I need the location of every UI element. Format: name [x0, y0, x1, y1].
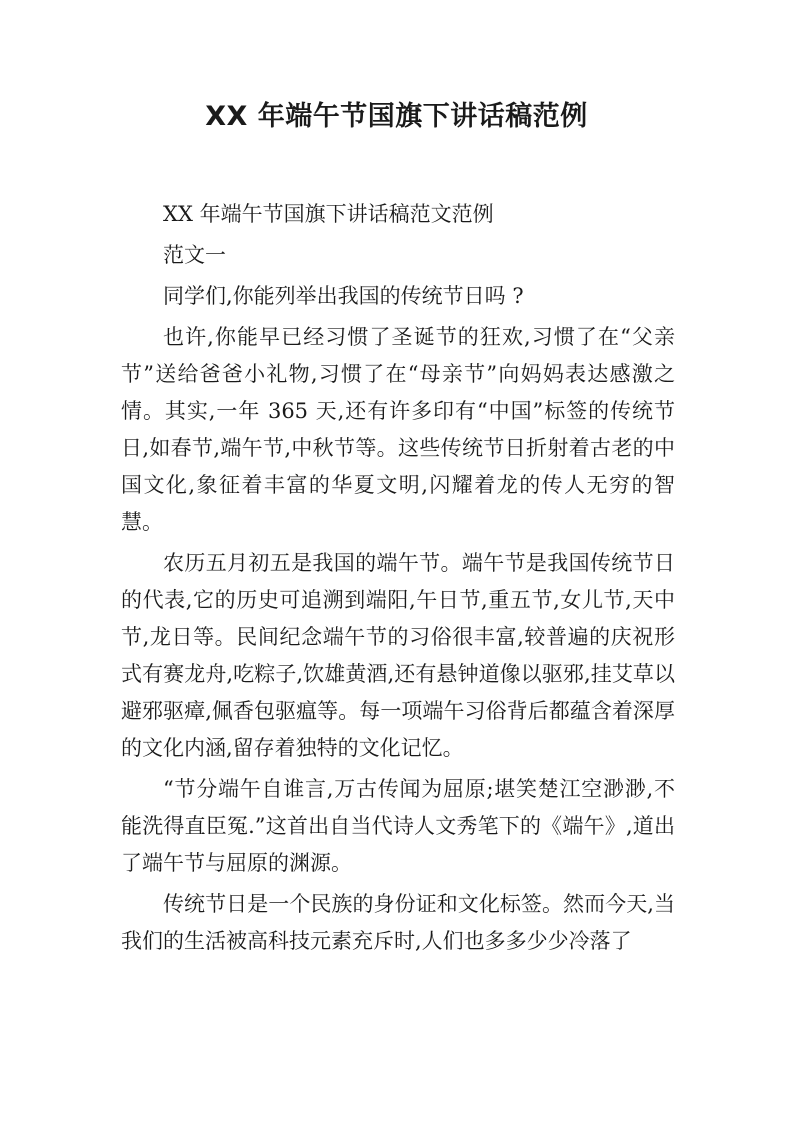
- paragraph-subtitle: XX 年端午节国旗下讲话稿范文范例: [163, 202, 494, 226]
- document-body: [121, 196, 675, 964]
- paragraph-identity: 传统节日是一个民族的身份证和文化标签。然而今天,当我们的生活被高科技元素充斥时,人们也多多少少冷落了: [121, 892, 675, 953]
- paragraph-sample-label: 范文一: [163, 243, 226, 267]
- paragraph-festivals: 也许,你能早已经习惯了圣诞节的狂欢,习惯了在“父亲节”送给爸爸小礼物,习惯了在“母亲节”向妈妈表达感激之情。其实,一年 365 天,还有许多印有“中国”标签的传统节日,如春节,端午节,中秋节等。这些传统节日折射着古老的中国文化,象征着丰富的华夏文明,闪耀着龙的传人无穷的智慧。: [121, 325, 675, 534]
- paragraph-dragon-boat: 农历五月初五是我国的端午节。端午节是我国传统节日的代表,它的历史可追溯到端阳,午日节,重五节,女儿节,天中节,龙日等。民间纪念端午节的习俗很丰富,较普遍的庆祝形式有赛龙舟,吃粽子,饮雄黄酒,还有悬钟道像以驱邪,挂艾草以避邪驱瘴,佩香包驱瘟等。每一项端午习俗背后都蕴含着深厚的文化内涵,留存着独特的文化记忆。: [121, 551, 675, 760]
- document-title: XX 年端午节国旗下讲话稿范例: [205, 101, 588, 132]
- paragraph-question: 同学们,你能列举出我国的传统节日吗 ?: [163, 284, 524, 308]
- paragraph-poem: “节分端午自谁言,万古传闻为屈原;堪笑楚江空渺渺,不能洗得直臣冤.”这首出自当代诗人文秀笔下的《端午》,道出了端午节与屈原的渊源。: [121, 777, 675, 875]
